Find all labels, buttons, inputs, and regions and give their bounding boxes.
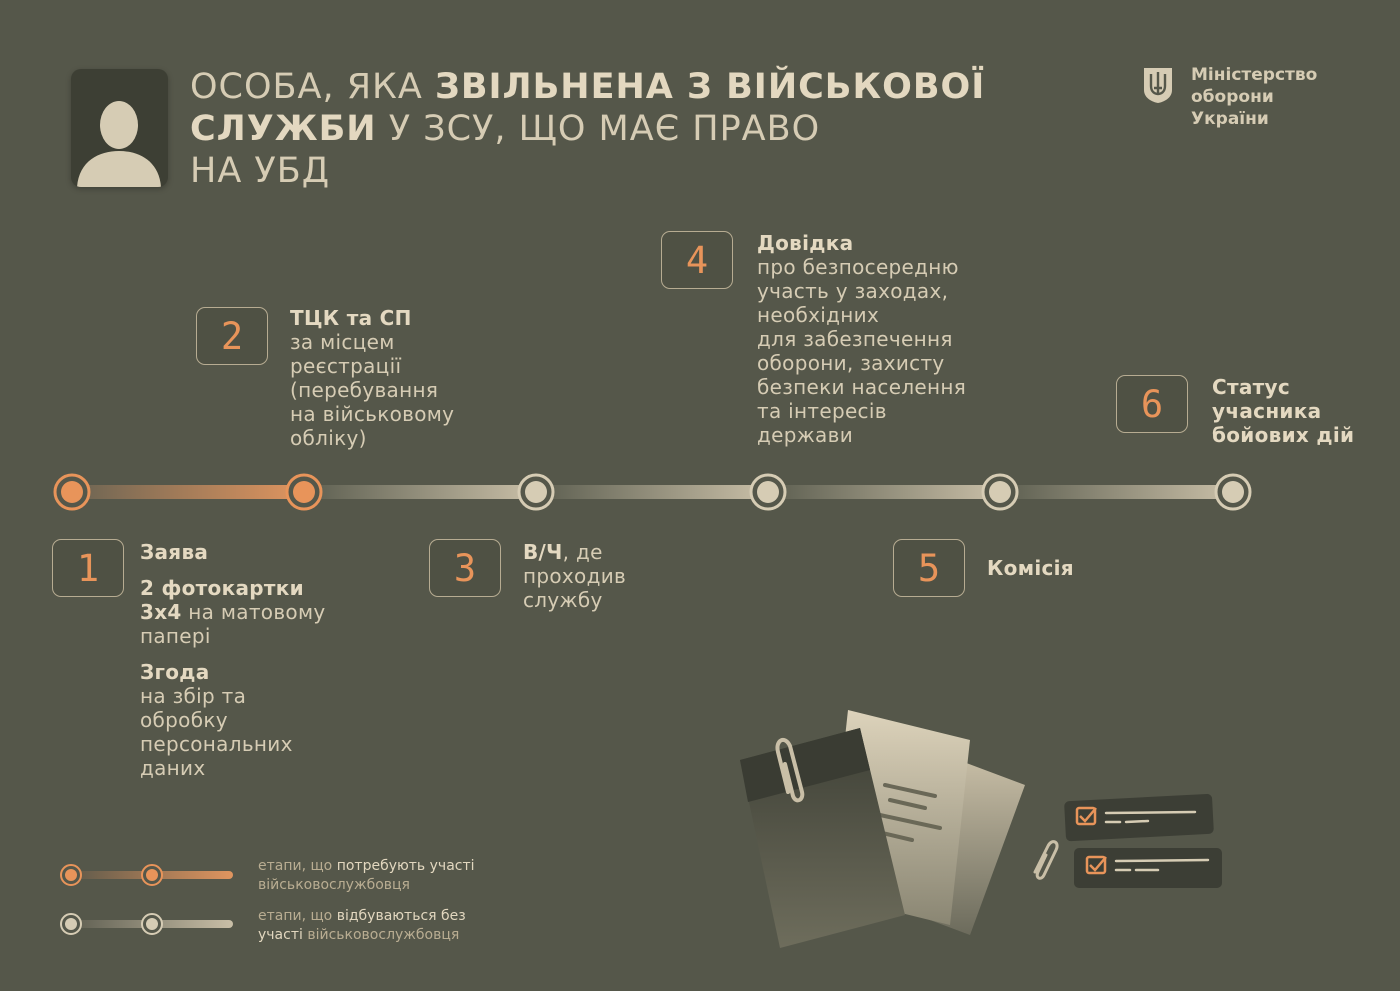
- step-2-title: ТЦК та СП: [290, 306, 412, 330]
- step-1-item-title: 2 фотокартки: [140, 576, 304, 600]
- step-3-title: В/Ч: [523, 540, 563, 564]
- step-2-text: [290, 306, 510, 450]
- documents-stack-icon: [740, 710, 1025, 948]
- timeline-node-orange: [287, 475, 321, 509]
- avatar-tile: [71, 69, 168, 187]
- step-6-text: [1212, 375, 1382, 447]
- legend-markers: [55, 858, 240, 938]
- timeline-node-beige: [751, 475, 785, 509]
- step-6-line: учасника: [1212, 399, 1322, 423]
- timeline-segment: [768, 485, 1000, 499]
- timeline-segment: [304, 485, 536, 499]
- step-4-line: та інтересів: [757, 399, 887, 423]
- step-4-line: безпеки населення: [757, 375, 967, 399]
- step-3-text: [523, 540, 683, 612]
- ministry-line: України: [1191, 109, 1269, 129]
- page-title: [190, 66, 990, 192]
- step-4-line: для забезпечення: [757, 327, 953, 351]
- step-4-line: необхідних: [757, 303, 880, 327]
- title-bold-text-2: СЛУЖБИ: [190, 109, 377, 149]
- step-5-title: Комісія: [987, 556, 1074, 580]
- legend-text: етапи, що: [258, 858, 337, 874]
- timeline-segment: [72, 485, 304, 499]
- step-2-line: реєстрації: [290, 354, 402, 378]
- timeline-node-orange: [55, 475, 89, 509]
- step-4-line: про безпосередню: [757, 255, 959, 279]
- step-4-line: оборони, захисту: [757, 351, 945, 375]
- step-6-line: бойових дій: [1212, 423, 1355, 447]
- title-text: ОСОБА, ЯКА: [190, 67, 435, 107]
- step-2-line: за місцем: [290, 330, 395, 354]
- legend-text-strong: участі: [258, 927, 303, 943]
- step-4-line: участь у заходах,: [757, 279, 949, 303]
- step-2-line: на військовому: [290, 402, 455, 426]
- title-text-3: НА УБД: [190, 151, 331, 191]
- step-1-item-text: на матовому папері: [140, 600, 326, 648]
- trident-shield-icon: [1142, 66, 1174, 104]
- step-2-number: 2: [196, 307, 268, 365]
- ministry-line: оборони: [1191, 87, 1274, 107]
- step-1-item-title: Згода: [140, 660, 210, 684]
- legend-text-strong: відбуваються без: [336, 908, 466, 924]
- legend-item-2: [258, 907, 518, 945]
- ministry-name: [1191, 64, 1371, 130]
- step-3-number: 3: [429, 539, 501, 597]
- step-1-item-title: Заява: [140, 540, 209, 564]
- step-1-item-bold: 3х4: [140, 600, 182, 624]
- step-3-line: проходив: [523, 564, 627, 588]
- legend-text: військовослужбовця: [258, 877, 410, 893]
- ministry-line: Міністерство: [1191, 65, 1318, 85]
- step-4-number: 4: [661, 231, 733, 289]
- documents-illustration: [730, 700, 1230, 970]
- timeline-segment: [536, 485, 768, 499]
- step-5-number: 5: [893, 539, 965, 597]
- step-1-number: 1: [52, 539, 124, 597]
- timeline-node-beige: [1216, 475, 1250, 509]
- timeline-node-beige: [519, 475, 553, 509]
- timeline-segment: [1000, 485, 1233, 499]
- title-bold-text: ЗВІЛЬНЕНА З ВІЙСЬКОВОЇ: [434, 67, 986, 107]
- legend-text: етапи, що: [258, 908, 337, 924]
- timeline: [0, 460, 1400, 524]
- step-1-text: [140, 540, 370, 786]
- step-1-item-text: на збір та обробку персональних даних: [140, 684, 293, 780]
- checklist-icon: [1035, 794, 1222, 888]
- step-6-line: Статус: [1212, 375, 1291, 399]
- legend-text-strong: потребують участі: [336, 858, 475, 874]
- step-4-line: держави: [757, 423, 853, 447]
- step-5-text: [987, 556, 1137, 580]
- step-2-line: (перебування: [290, 378, 439, 402]
- step-3-line: службу: [523, 588, 603, 612]
- timeline-node-beige: [983, 475, 1017, 509]
- person-silhouette-icon: [71, 69, 168, 187]
- step-3-line: , де: [562, 540, 603, 564]
- step-4-title: Довідка: [757, 231, 854, 255]
- step-4-text: [757, 231, 997, 447]
- legend-text: військовослужбовця: [302, 927, 460, 943]
- legend-item-1: [258, 857, 518, 895]
- step-6-number: 6: [1116, 375, 1188, 433]
- step-2-line: обліку): [290, 426, 367, 450]
- title-text-2: У ЗСУ, ЩО МАЄ ПРАВО: [376, 109, 821, 149]
